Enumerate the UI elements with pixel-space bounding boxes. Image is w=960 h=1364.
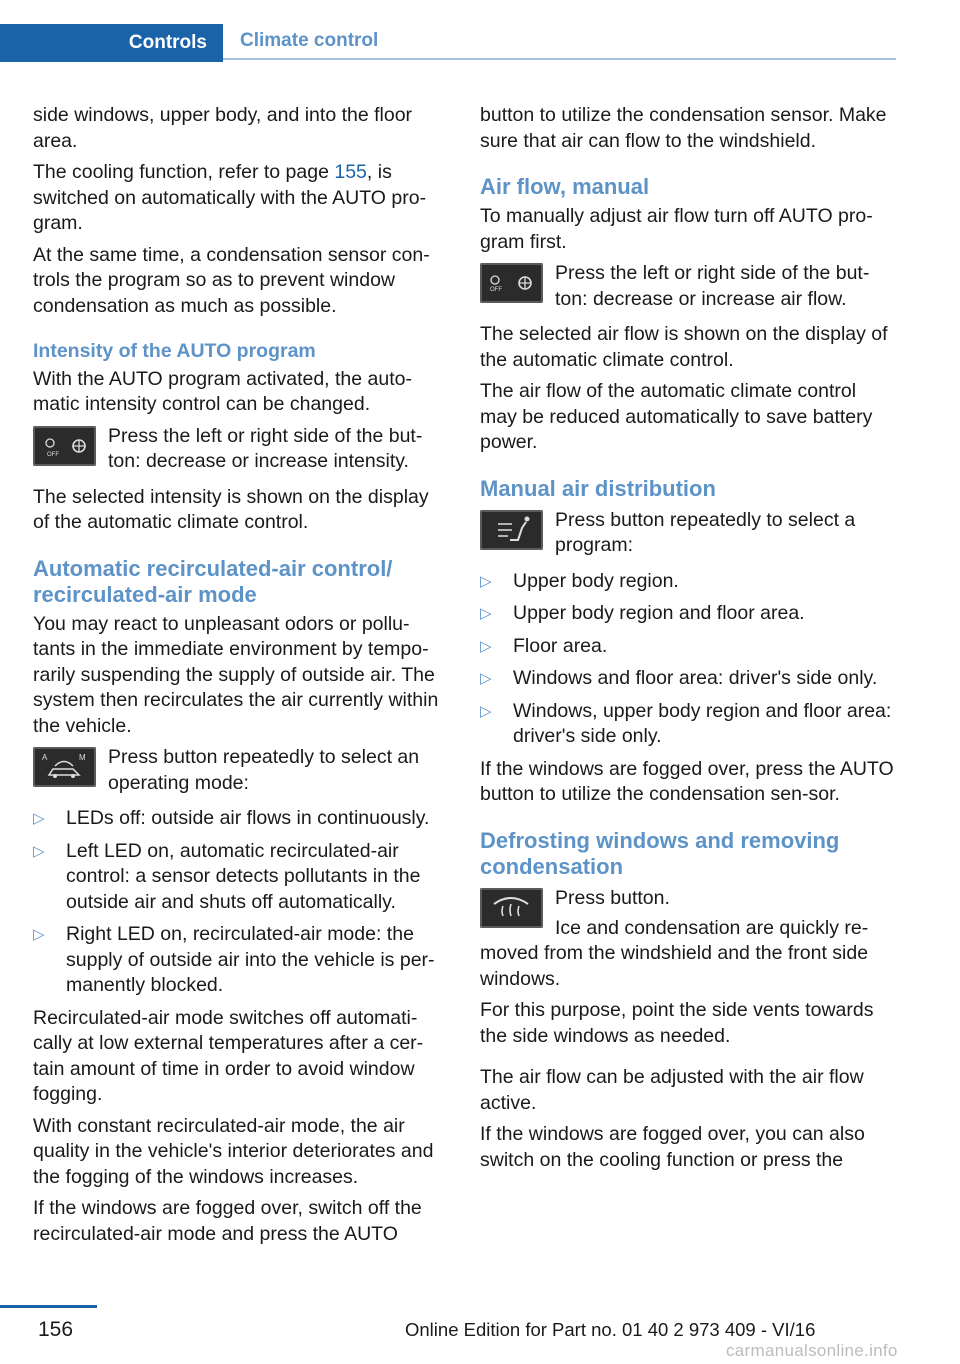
fan-intensity-button-icon — [33, 426, 96, 466]
paragraph: The air flow of the automatic climate control may be reduced automatically to save battery power. — [480, 380, 873, 453]
paragraph: If the windows are fogged over, switch off the recirculated-air mode and press the AUTO — [33, 1197, 422, 1245]
left-column — [33, 103, 448, 1253]
paragraph: button to utilize the condensation sensor. Make sure that air can flow to the windshield. — [480, 104, 887, 152]
button-description: Press button repeatedly to select a program: — [555, 508, 856, 556]
recirculation-button-icon — [33, 747, 96, 787]
paragraph: Recirculated-air mode switches off automati-cally at low external temperatures after a cer-tain amount of time in order to avoid window fogging. — [33, 1006, 424, 1105]
svg-text:M: M — [79, 753, 86, 762]
page-reference-link[interactable]: 155 — [334, 161, 367, 183]
button-instruction — [33, 424, 448, 475]
section-tab: Climate control — [223, 24, 896, 60]
heading-defrost: Defrosting windows and removing condensation — [480, 827, 840, 879]
page-number: 156 — [38, 1318, 74, 1341]
list-item — [480, 569, 898, 595]
text: The cooling function, refer to page — [33, 161, 335, 183]
button-instruction — [480, 261, 898, 312]
triangle-marker-icon: ▷ — [480, 637, 492, 655]
list-item-text: LEDs off: outside air flows in continuously. — [66, 807, 430, 829]
list-item — [33, 839, 448, 916]
list-item-text: Left LED on, automatic recirculated-air control: a sensor detects pollutants in the outside air and shuts off automatically. — [66, 839, 421, 913]
list-item-text: Right LED on, recirculated-air mode: the supply of outside air into the vehicle is per-manently blocked. — [66, 923, 435, 996]
heading-recirculation: Automatic recirculated-air control/ recirculated-air mode — [33, 555, 393, 607]
paragraph: For this purpose, point the side vents towards the side windows as needed. — [480, 999, 874, 1047]
watermark: carmanualsonline.info — [726, 1341, 898, 1360]
paragraph: If the windows are fogged over, press the AUTO button to utilize the condensation sen-sor. — [480, 757, 894, 805]
svg-text:OFF: OFF — [47, 451, 59, 458]
paragraph: At the same time, a condensation sensor con-trols the program so as to prevent window condensation as much as possible. — [33, 243, 430, 317]
chapter-tab: Controls — [0, 24, 223, 62]
triangle-marker-icon: ▷ — [480, 572, 492, 590]
paragraph: With the AUTO program activated, the auto-matic intensity control can be changed. — [33, 367, 412, 415]
paragraph: side windows, upper body, and into the floor area. — [33, 104, 413, 152]
paragraph: The selected air flow is shown on the display of the automatic climate control. — [480, 323, 888, 371]
paragraph — [33, 160, 448, 237]
triangle-marker-icon: ▷ — [480, 605, 492, 622]
page-number-rule — [0, 1305, 97, 1308]
triangle-marker-icon: ▷ — [480, 670, 492, 687]
list-item — [480, 699, 898, 750]
triangle-marker-icon: ▷ — [33, 810, 45, 827]
list-item — [480, 666, 898, 692]
mode-list — [33, 806, 448, 999]
paragraph: The air flow can be adjusted with the air flow active. — [480, 1066, 864, 1114]
triangle-marker-icon: ▷ — [33, 842, 45, 860]
right-column — [480, 103, 898, 1179]
paragraph: To manually adjust air flow turn off AUTO pro-gram first. — [480, 205, 873, 253]
list-item — [33, 922, 448, 999]
edition-footer: Online Edition for Part no. 01 40 2 973 409 - VI/16 — [405, 1319, 816, 1340]
paragraph: With constant recirculated-air mode, the air quality in the vehicle's interior deteriorates and the fogging of the windows increases. — [33, 1114, 434, 1188]
heading-airflow: Air flow, manual — [480, 174, 650, 199]
paragraph: The selected intensity is shown on the display of the automatic climate control. — [33, 485, 429, 533]
triangle-marker-icon: ▷ — [33, 926, 45, 943]
button-description: Press button. — [555, 886, 670, 909]
list-item-text: Upper body region and floor area. — [513, 602, 805, 624]
button-description: Press the left or right side of the but-ton: decrease or increase air flow. — [555, 262, 870, 310]
paragraph: You may react to unpleasant odors or pollu-tants in the immediate environment by tempo-rarily suspending the supply of outside air. The system then recirculates the air currently within the vehicle. — [33, 612, 439, 737]
list-item-text: Floor area. — [513, 634, 608, 657]
list-item-text: Windows and floor area: driver's side only. — [513, 667, 878, 689]
paragraph: If the windows are fogged over, you can also switch on the cooling function or press the — [480, 1123, 865, 1171]
list-item — [480, 601, 898, 627]
list-item-text: Upper body region. — [513, 569, 679, 592]
svg-text:A: A — [42, 753, 48, 762]
fan-airflow-button-icon — [480, 263, 543, 303]
button-description: Press button repeatedly to select an operating mode: — [108, 746, 420, 794]
list-item-text: Windows, upper body region and floor area: driver's side only. — [513, 699, 892, 747]
button-instruction — [480, 508, 898, 559]
text: , is switched on automatically with the AUTO pro-gram. — [33, 161, 427, 234]
svg-text:OFF: OFF — [490, 287, 502, 293]
button-description: Press the left or right side of the but-ton: decrease or increase intensity. — [108, 424, 423, 472]
list-item — [480, 634, 898, 660]
defrost-button-icon — [480, 888, 543, 928]
program-list — [480, 569, 898, 750]
list-item — [33, 806, 448, 832]
button-instruction — [33, 745, 448, 796]
heading-intensity: Intensity of the AUTO program — [33, 340, 316, 362]
page-header — [0, 24, 896, 62]
heading-air-distribution: Manual air distribution — [480, 475, 716, 501]
air-distribution-button-icon — [480, 510, 543, 550]
paragraph: Ice and condensation are quickly re-moved from the windshield and the front side windows. — [480, 916, 869, 990]
triangle-marker-icon: ▷ — [480, 702, 492, 720]
